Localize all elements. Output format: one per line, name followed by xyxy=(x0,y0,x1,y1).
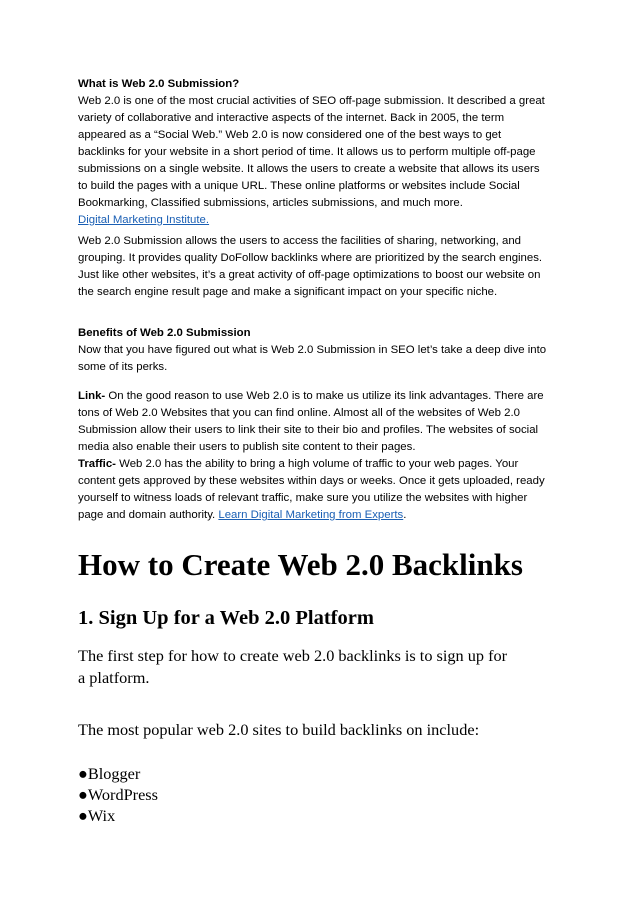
text-line: grouping. It provides quality DoFollow backlinks where are prioritized by the search engines. xyxy=(78,252,543,264)
text-line: page and domain authority. xyxy=(78,509,219,521)
text-line: Bookmarking, Classified submissions, articles submissions, and much more. xyxy=(78,197,463,209)
list-item-label: Blogger xyxy=(87,764,141,783)
step-heading: 1. Sign Up for a Web 2.0 Platform xyxy=(78,607,374,629)
section-benefits xyxy=(78,325,562,376)
bullet-icon: ● xyxy=(78,785,88,804)
traffic-paragraph-line xyxy=(78,456,562,473)
text-line: variety of collaborative and interactive aspects of the internet. Back in 2005, the term xyxy=(78,112,505,124)
link-paragraph-line xyxy=(78,388,562,405)
list-item-label: WordPress xyxy=(87,785,158,804)
text-line: Web 2.0 Submission allows the users to access the facilities of sharing, networking, and xyxy=(78,235,521,247)
text-line: Just like other websites, it’s a great activity of off-page optimizations to boost our website on xyxy=(78,269,541,281)
text-line: backlinks for your website in a short period of time. It allows us to perform multiple off-page xyxy=(78,146,536,158)
text-line: Web 2.0 has the ability to bring a high volume of traffic to your web pages. Your xyxy=(115,458,519,470)
section-heading: What is Web 2.0 Submission? xyxy=(78,78,240,90)
text-line: Now that you have figured out what is Web 2.0 Submission in SEO let’s take a deep dive into xyxy=(78,344,547,356)
digital-marketing-institute-link[interactable]: Digital Marketing Institute. xyxy=(78,214,210,226)
text-line: Web 2.0 is one of the most crucial activities of SEO off-page submission. It described a great xyxy=(78,95,545,107)
text-line: media also enable their users to publish site content to their pages. xyxy=(78,441,416,453)
list-item xyxy=(78,805,158,826)
link-label: Link- xyxy=(78,390,106,402)
text-line: the search engine result page and make a significant impact on your specific niche. xyxy=(78,286,498,298)
text-line: tons of Web 2.0 Websites that you can find online. Almost all of the websites of Web 2.0 xyxy=(78,407,520,419)
text-line: appeared as a “Social Web.” Web 2.0 is now considered one of the best ways to get xyxy=(78,129,502,141)
platform-list xyxy=(78,763,158,826)
traffic-label: Traffic- xyxy=(78,458,116,470)
text-line: some of its perks. xyxy=(78,361,168,373)
list-item xyxy=(78,784,158,805)
text-line: content gets approved by these websites within days or weeks. Once it gets uploaded, ready xyxy=(78,475,545,487)
section-heading: Benefits of Web 2.0 Submission xyxy=(78,327,251,339)
text-line: The first step for how to create web 2.0 backlinks is to sign up for xyxy=(78,646,508,665)
main-heading: How to Create Web 2.0 Backlinks xyxy=(78,547,523,582)
text-line: yourself to witness loads of relevant traffic, make sure you utilize the websites with higher xyxy=(78,492,528,504)
section-perks xyxy=(78,388,562,524)
section-web20-access xyxy=(78,233,562,301)
traffic-last-line xyxy=(78,507,562,524)
bullet-icon: ● xyxy=(78,806,88,825)
list-item xyxy=(78,763,158,784)
period: . xyxy=(403,509,407,521)
step-intro: The most popular web 2.0 sites to build backlinks on include: xyxy=(78,720,480,739)
list-item-label: Wix xyxy=(87,806,116,825)
text-line: Submission allow their users to link their site to their bio and profiles. The websites of social xyxy=(78,424,539,436)
text-line: On the good reason to use Web 2.0 is to make us utilize its link advantages. There are xyxy=(105,390,544,402)
text-line: to build the pages with a unique URL. These online platforms or websites include Social xyxy=(78,180,520,192)
bullet-icon: ● xyxy=(78,764,88,783)
text-line: a platform. xyxy=(78,668,150,687)
text-line: submissions on a single website. It allows the users to create a website that allows its users xyxy=(78,163,540,175)
section-what-is xyxy=(78,76,562,229)
step-body xyxy=(78,645,578,689)
learn-digital-marketing-link[interactable]: Learn Digital Marketing from Experts xyxy=(218,509,404,521)
